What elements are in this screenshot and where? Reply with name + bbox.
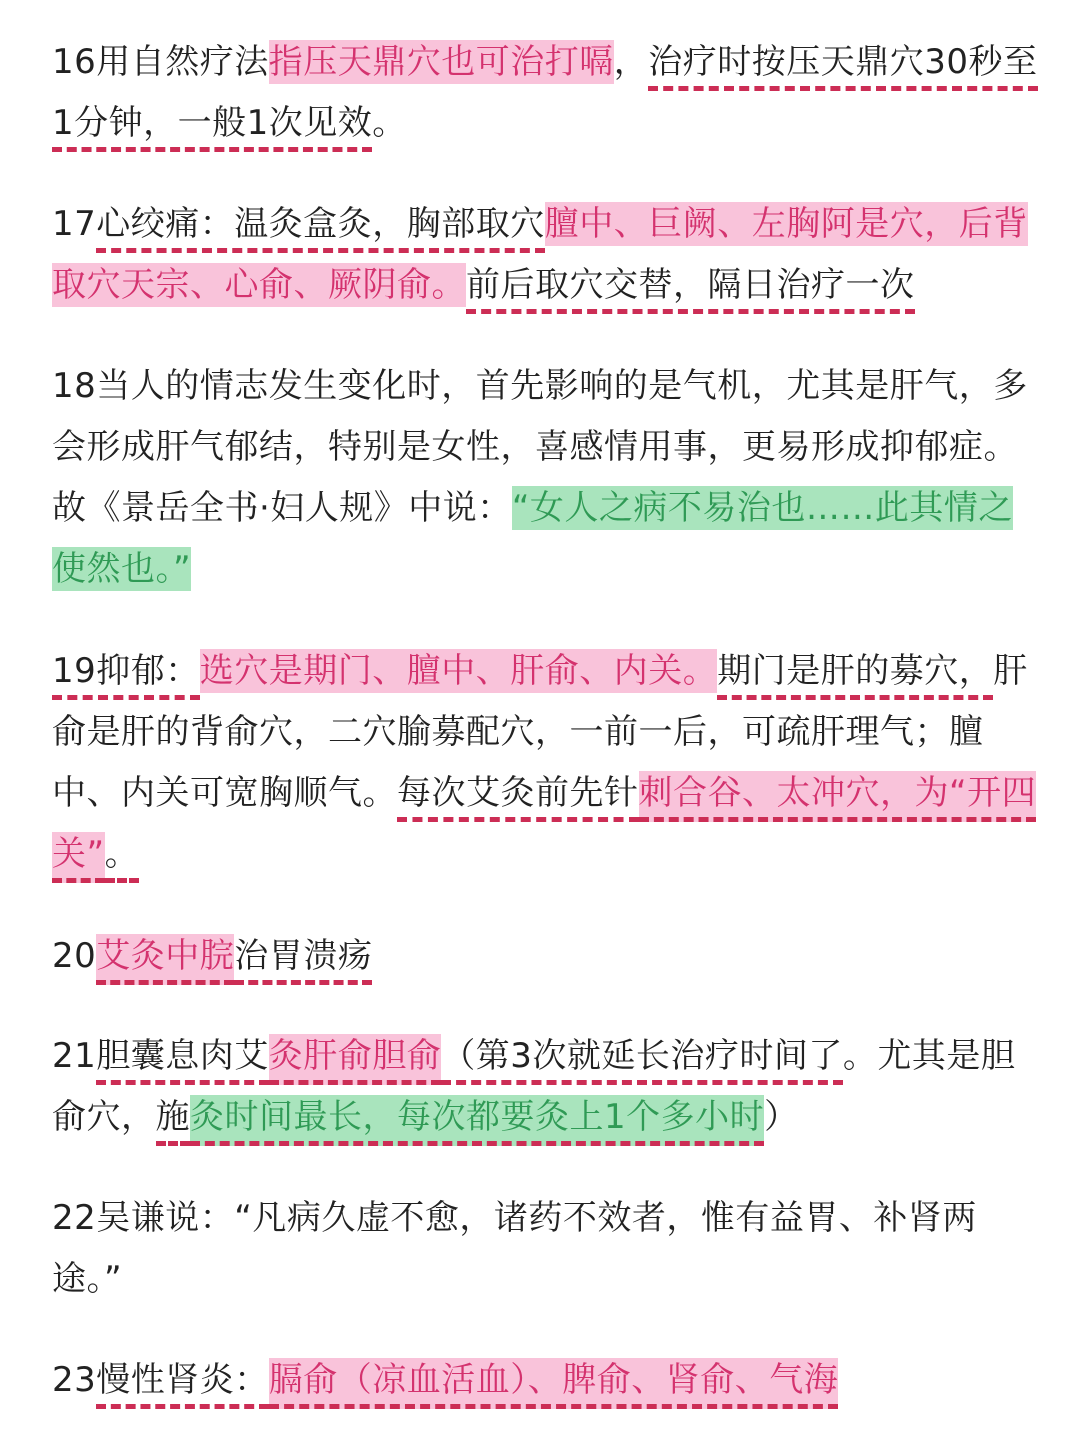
text-segment: 。 [105, 834, 140, 883]
text-segment: 21 [52, 1036, 97, 1076]
note-23 [52, 1350, 1042, 1411]
text-segment: 胆囊息肉艾 [96, 1036, 269, 1085]
text-segment: 膈俞（凉血活血）、脾俞、肾俞、气海 [269, 1358, 839, 1409]
note-17 [52, 194, 1042, 316]
note-21 [52, 1026, 1042, 1148]
text-segment: 前后取穴交替，隔日治疗一次 [466, 265, 915, 314]
text-segment: 灸时间最长，每次都要灸上1个多小时 [190, 1095, 764, 1146]
text-segment: 20 [52, 936, 97, 976]
text-segment: 每次艾灸前先针 [397, 773, 639, 822]
text-segment: 18当人的情志发生变化时，首先影响的是气机，尤其是肝气，多会形成肝气郁结，特别是女性，喜感情用事，更易形成抑郁症。故《景岳全书·妇人规》中说： [52, 366, 1028, 528]
text-segment: 16用自然疗法 [52, 42, 269, 82]
text-segment: 慢性肾炎： [96, 1360, 269, 1409]
text-segment: “女人之病不易治也……此其情之使然也。” [52, 488, 1013, 589]
text-segment: 艾灸中脘 [96, 934, 234, 985]
text-segment: 17 [52, 204, 97, 244]
note-18 [52, 356, 1042, 600]
text-segment: 肝俞是肝的背俞穴，二穴腧募配穴，一前一后，可疏肝理气；膻中、内关可宽胸顺气。 [52, 651, 1028, 813]
text-segment: 心绞痛：温灸盒灸，胸部取穴 [96, 204, 545, 253]
text-segment: （第3次就延长治疗时间了 [441, 1036, 843, 1085]
text-segment: 19抑郁： [52, 651, 200, 700]
text-segment: 。 [372, 103, 407, 143]
note-22 [52, 1188, 1042, 1310]
note-19 [52, 641, 1042, 885]
text-segment: ） [764, 1097, 799, 1137]
text-segment: 选穴是期门、膻中、肝俞、内关。 [199, 651, 718, 691]
text-segment: 治疗时按压天鼎穴30秒至1分钟，一般1次见效 [52, 42, 1038, 152]
text-segment: 灸肝俞胆俞 [269, 1034, 442, 1085]
text-segment: 22吴谦说：“凡病久虚不愈，诸药不效者，惟有益胃、补肾两途。” [52, 1198, 977, 1299]
text-segment: 膻中、巨阙、左胸阿是穴，后背取穴天宗、心俞、厥阴俞。 [52, 204, 1028, 305]
text-segment: ， [613, 42, 649, 82]
text-segment: 。尤其是胆俞穴， [52, 1036, 1016, 1137]
text-segment: 刺合谷、太冲穴，为“开四关” [52, 771, 1036, 883]
text-segment: 施 [156, 1097, 191, 1146]
text-segment: 23 [52, 1360, 97, 1400]
text-segment: 治胃溃疡 [234, 936, 372, 985]
text-segment: 指压天鼎穴也可治打嗝 [268, 42, 614, 82]
note-20 [52, 926, 1042, 987]
note-16 [52, 32, 1042, 154]
text-segment: 期门是肝的募穴， [717, 651, 993, 700]
